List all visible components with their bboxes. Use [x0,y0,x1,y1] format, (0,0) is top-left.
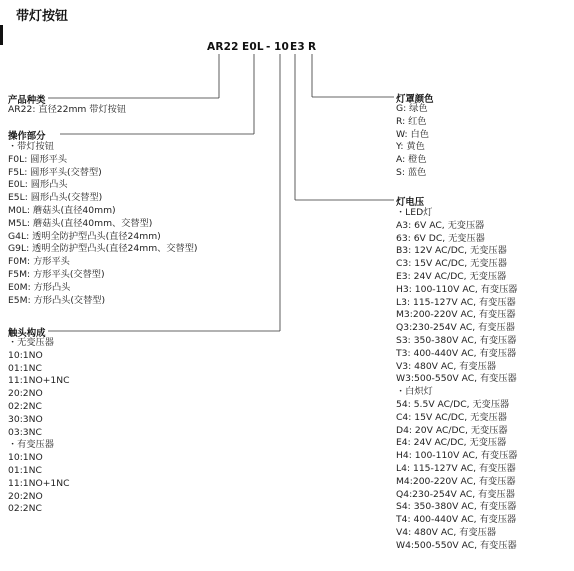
voltage-item: H3: 100-110V AC, 有变压器 [396,283,518,295]
voltage-item: W4:500-550V AC, 有变压器 [396,539,517,551]
contact-item: 10:1NO [8,349,43,361]
cover-color-item: Y: 黄色 [396,141,425,153]
contact-item: ・无变压器 [8,337,54,348]
voltage-item: W3:500-550V AC, 有变压器 [396,373,517,385]
voltage-item: C4: 15V AC/DC, 无变压器 [396,411,507,423]
voltage-item: T4: 400-440V AC, 有变压器 [396,514,517,526]
voltage-heading: 灯电压 [396,197,425,208]
operation-item: F5M: 方形平头(交替型) [8,268,105,280]
contact-item: 10:1NO [8,452,43,464]
voltage-item: E4: 24V AC/DC, 无变压器 [396,437,507,449]
voltage-item: M4:200-220V AC, 有变压器 [396,475,516,487]
voltage-list [396,207,518,553]
contact-item: 03:3NC [8,426,42,438]
cover-color-item: S: 蓝色 [396,166,427,178]
cover-color-item: R: 红色 [396,115,427,127]
cover-color-item: G: 绿色 [396,103,428,114]
operation-heading: 操作部分 [8,131,46,142]
voltage-item: C3: 15V AC/DC, 无变压器 [396,258,507,270]
cover-color-item: A: 橙色 [396,154,427,166]
operation-item: E5L: 圆形凸头(交替型) [8,192,103,204]
contact-item: 30:3NO [8,413,43,425]
operation-item: E0L: 圆形凸头 [8,179,68,191]
voltage-item: ・LED灯 [396,207,433,218]
contacts-heading: 触头构成 [8,328,46,339]
contact-item: 01:1NC [8,464,42,476]
voltage-item: 63: 6V DC, 无变压器 [396,232,485,244]
voltage-item: V4: 480V AC, 有变压器 [396,526,497,538]
operation-item: E5M: 方形凸头(交替型) [8,294,106,306]
contact-item: 11:1NO+1NC [8,375,70,387]
contacts-list [8,337,70,516]
voltage-item: ・白炽灯 [396,386,433,398]
page-title: 带灯按钮 [16,9,69,24]
code-e0l: E0L [242,41,264,53]
operation-item: F0L: 圆形平头 [8,153,68,165]
contact-item: 02:2NC [8,400,42,412]
voltage-item: T3: 400-440V AC, 有变压器 [396,347,517,359]
voltage-item: M3:200-220V AC, 有变压器 [396,309,516,321]
cover-color-item: W: 白色 [396,128,429,140]
voltage-item: E3: 24V AC/DC, 无变压器 [396,270,507,282]
voltage-item: D4: 20V AC/DC, 无变压器 [396,424,508,436]
operation-item: M5L: 蘑菇头(直径40mm、交替型) [8,217,153,229]
operation-list [8,141,197,307]
code-10: 10 [274,41,290,53]
operation-item: M0L: 蘑菇头(直径40mm) [8,204,116,216]
voltage-item: A3: 6V AC, 无变压器 [396,219,485,231]
cover-color-heading: 灯罩颜色 [396,94,434,105]
voltage-item: H4: 100-110V AC, 有变压器 [396,450,518,462]
voltage-item: L4: 115-127V AC, 有变压器 [396,462,516,474]
voltage-item: 54: 5.5V AC/DC, 无变压器 [396,398,510,410]
operation-item: E0M: 方形凸头 [8,281,71,293]
contact-item: 01:1NC [8,362,42,374]
operation-item: F0M: 方形平头 [8,256,70,268]
operation-item: G9L: 透明全防护型凸头(直径24mm、交替型) [8,243,198,255]
contact-item: 02:2NC [8,503,42,515]
voltage-item: V3: 480V AC, 有变压器 [396,360,497,372]
operation-item: F5L: 圆形平头(交替型) [8,166,102,178]
operation-item: ・带灯按钮 [8,141,54,152]
product-type-line: AR22: 直径22mm 带灯按钮 [8,104,127,115]
code-ar22: AR22 [207,41,239,53]
voltage-item: S3: 350-380V AC, 有变压器 [396,334,517,346]
code-e3: E3 [290,41,305,53]
operation-item: G4L: 透明全防护型凸头(直径24mm) [8,230,161,242]
product-type-heading: 产品种类 [8,95,46,106]
contact-item: 11:1NO+1NC [8,477,70,489]
code-dash: - [266,41,271,53]
voltage-item: L3: 115-127V AC, 有变压器 [396,296,516,308]
voltage-item: S4: 350-380V AC, 有变压器 [396,501,517,513]
voltage-item: Q3:230-254V AC, 有变压器 [396,322,515,334]
contact-item: ・有变压器 [8,439,54,451]
voltage-item: B3: 12V AC/DC, 无变压器 [396,245,507,257]
cover-color-list [396,103,429,180]
code-r: R [308,41,317,53]
contact-item: 20:2NO [8,490,43,502]
voltage-item: Q4:230-254V AC, 有变压器 [396,488,515,500]
contact-item: 20:2NO [8,388,43,400]
